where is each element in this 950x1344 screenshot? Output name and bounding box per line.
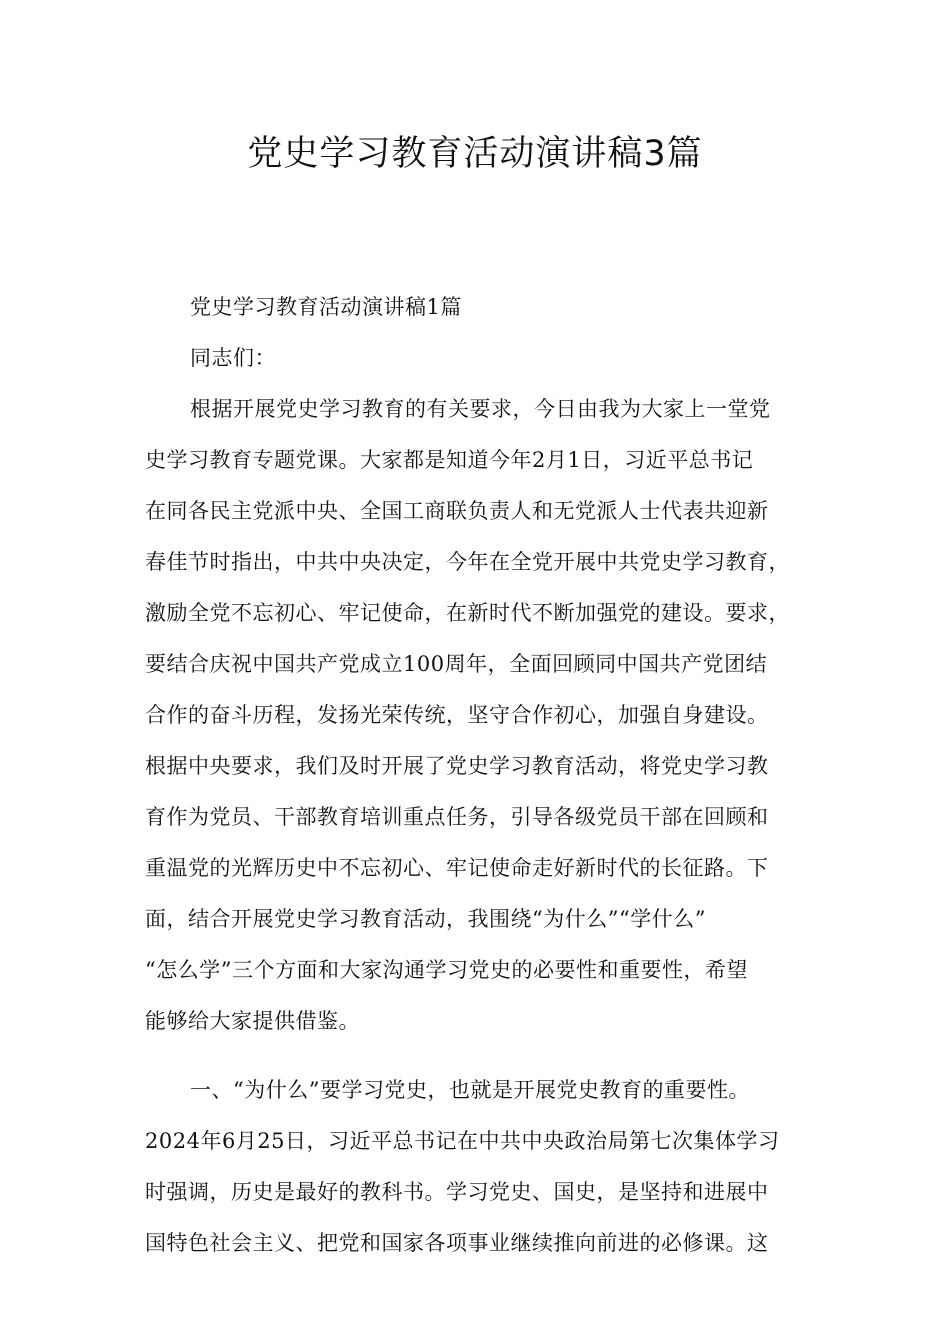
paragraph-line: 时强调，历史是最好的教科书。学习党史、国史，是坚持和进展中 <box>145 1180 769 1204</box>
paragraph-line: 激励全党不忘初心、牢记使命，在新时代不断加强党的建设。要求， <box>145 601 790 625</box>
paragraph-line: 育作为党员、干部教育培训重点任务，引导各级党员干部在回顾和 <box>145 805 769 829</box>
document-title: 党史学习教育活动演讲稿3篇 <box>247 134 703 174</box>
paragraph-line: 2024年6月25日，习近平总书记在中共中央政治局第七次集体学习 <box>145 1129 780 1153</box>
paragraph-line: 一、“为什么”要学习党史，也就是开展党史教育的重要性。 <box>190 1078 750 1102</box>
paragraph-line: 春佳节时指出，中共中央决定，今年在全党开展中共党史学习教育， <box>145 550 790 574</box>
paragraph-line: 在同各民主党派中央、全国工商联负责人和无党派人士代表共迎新 <box>145 499 769 523</box>
paragraph-line: “怎么学”三个方面和大家沟通学习党史的必要性和重要性，希望 <box>145 958 748 982</box>
paragraph-line: 面，结合开展党史学习教育活动，我围绕“为什么”“学什么” <box>145 907 706 931</box>
salutation: 同志们： <box>190 346 276 370</box>
paragraph-line: 根据开展党史学习教育的有关要求，今日由我为大家上一堂党 <box>190 397 771 421</box>
paragraph-line: 根据中央要求，我们及时开展了党史学习教育活动，将党史学习教 <box>145 754 769 778</box>
paragraph-2 <box>145 1065 825 1269</box>
paragraph-line: 要结合庆祝中国共产党成立100周年，全面回顾同中国共产党团结 <box>145 652 768 676</box>
document-body <box>145 282 825 1269</box>
paragraph-1 <box>145 384 825 1047</box>
paragraph-spacer <box>145 1047 825 1065</box>
section-heading: 党史学习教育活动演讲稿1篇 <box>190 295 462 319</box>
paragraph-line: 重温党的光辉历史中不忘初心、牢记使命走好新时代的长征路。下 <box>145 856 769 880</box>
paragraph-line: 国特色社会主义、把党和国家各项事业继续推向前进的必修课。这 <box>145 1231 769 1255</box>
paragraph-line: 合作的奋斗历程，发扬光荣传统，坚守合作初心，加强自身建设。 <box>145 703 769 727</box>
paragraph-line: 史学习教育专题党课。大家都是知道今年2月1日，习近平总书记 <box>145 448 754 472</box>
paragraph-line: 能够给大家提供借鉴。 <box>145 1009 360 1033</box>
